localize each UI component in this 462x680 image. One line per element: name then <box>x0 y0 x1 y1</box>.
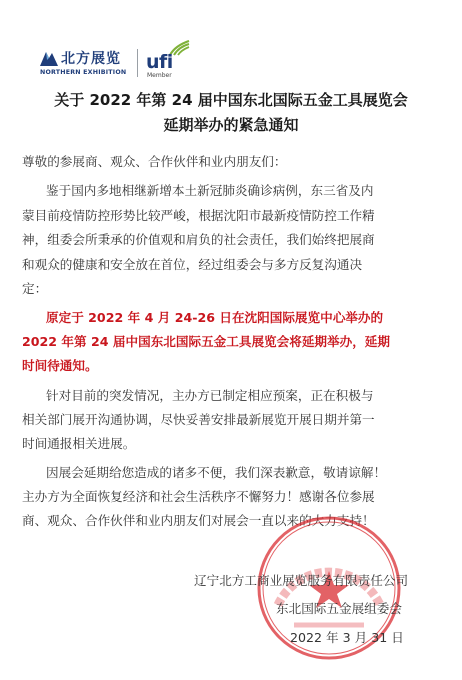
paragraph-1-line: 蒙目前疫情防控形势比较严峻，根据沈阳市最新疫情防控工作精 <box>22 208 375 223</box>
paragraph-1-line: 神，组委会所秉承的价值观和肩负的社会责任，我们始终把展商 <box>22 232 375 247</box>
northern-exhibition-logo-icon <box>40 50 58 66</box>
brand-name-en: NORTHERN EXHIBITION <box>40 69 127 76</box>
signature-date: 2022 年 3 月 31 日 <box>290 630 404 645</box>
paragraph-4-line: 主办方为全面恢复经济和社会生活秩序不懈努力！感谢各位参展 <box>22 489 375 504</box>
ufi-member-label: Member <box>147 72 172 79</box>
brand-name-cn: 北方展览 <box>61 51 121 67</box>
ufi-logo <box>142 40 202 80</box>
announcement-line: 原定于 2022 年 4 月 24-26 日在沈阳国际展览中心举办的 <box>46 310 384 325</box>
paragraph-1-line: 定： <box>22 281 48 296</box>
paragraph-1-line: 和观众的健康和安全放在首位，经过组委会与多方反复沟通决 <box>22 257 363 272</box>
northern-exhibition-logo <box>40 48 121 68</box>
signature-committee: 东北国际五金展组委会 <box>276 601 402 616</box>
notice-title-line-1: 关于 2022 年第 24 届中国东北国际五金工具展览会 <box>54 91 408 109</box>
paragraph-3-line: 针对目前的突发情况，主办方已制定相应预案，正在积极与 <box>46 388 374 403</box>
paragraph-3-line: 相关部门展开沟通协调，尽快妥善安排最新展览开展日期并第一 <box>22 412 375 427</box>
notice-title <box>20 88 442 138</box>
paragraph-4-line: 因展会延期给您造成的诸多不便，我们深表歉意，敬请谅解！ <box>46 465 387 480</box>
announcement-line: 时间待通知。 <box>22 358 98 373</box>
ufi-logo-text: ufi <box>146 51 173 73</box>
greeting: 尊敬的参展商、观众、合作伙伴和业内朋友们： <box>22 154 287 169</box>
logo-divider <box>137 49 138 77</box>
signature-company: 辽宁北方工商业展览服务有限责任公司 <box>194 573 409 588</box>
paragraph-4-line: 商、观众、合作伙伴和业内朋友们对展会一直以来的大力支持！ <box>22 513 375 528</box>
paragraph-3-line: 时间通报相关进展。 <box>22 436 136 451</box>
notice-title-line-2: 延期举办的紧急通知 <box>163 116 299 134</box>
header-logos <box>40 40 240 80</box>
announcement-line: 2022 年第 24 届中国东北国际五金工具展览会将延期举办，延期 <box>22 334 390 349</box>
paragraph-1-line: 鉴于国内多地相继新增本土新冠肺炎确诊病例，东三省及内 <box>46 183 374 198</box>
